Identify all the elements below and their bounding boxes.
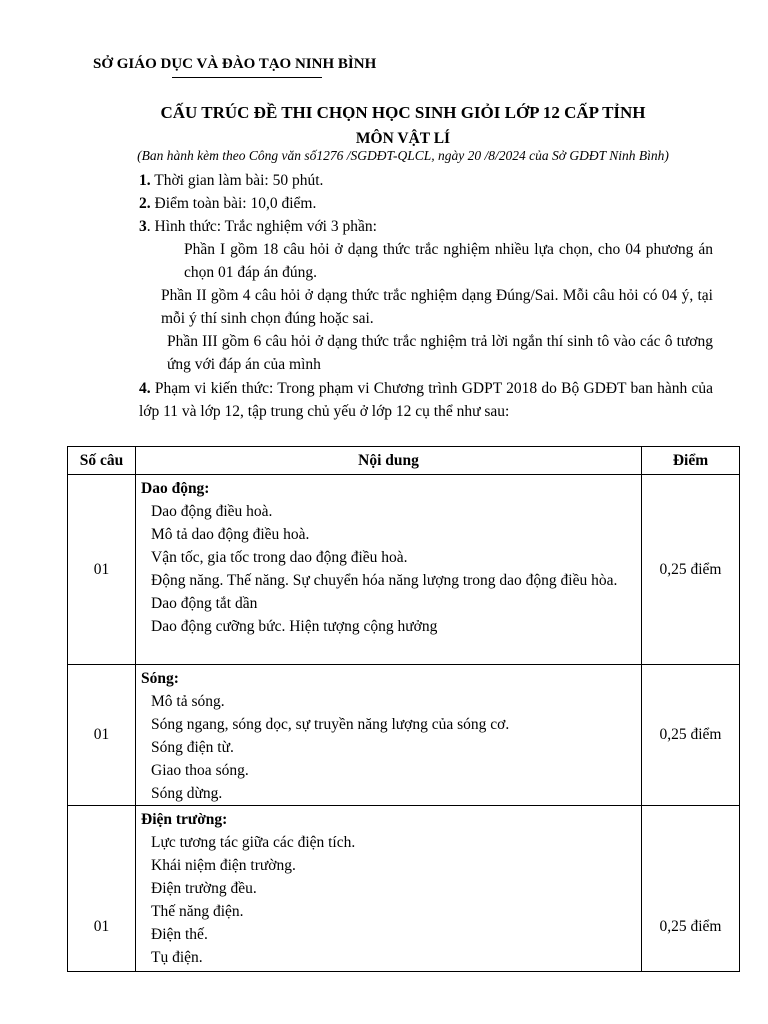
item-number: 3 xyxy=(139,218,147,235)
topic-line: Giao thoa sóng. xyxy=(151,762,249,779)
item-text: . Hình thức: Trắc nghiệm với 3 phần: xyxy=(146,218,377,235)
document-title: CẤU TRÚC ĐỀ THI CHỌN HỌC SINH GIỎI LỚP 12 CẤP TỈNH xyxy=(160,103,646,122)
topic-cell xyxy=(136,806,642,972)
table-row xyxy=(68,475,740,665)
topic-line: Dao động điều hoà. xyxy=(151,503,273,520)
score-item xyxy=(93,192,713,215)
item-number: 2. xyxy=(139,195,151,212)
topic-line: Sóng ngang, sóng dọc, sự truyền năng lượng của sóng cơ. xyxy=(151,716,510,733)
format-item xyxy=(93,215,713,238)
topic-line: Lực tương tác giữa các điện tích. xyxy=(151,834,356,851)
topic-line: Mô tả sóng. xyxy=(151,693,225,710)
topic-line: Sóng dừng. xyxy=(151,785,223,802)
table-row xyxy=(68,806,740,972)
topic-line: Sóng điện từ. xyxy=(151,739,234,756)
topic-line: Tụ điện. xyxy=(151,949,203,966)
topic-line: Điện trường đều. xyxy=(151,880,257,897)
topic-line: Mô tả dao động điều hoà. xyxy=(151,526,310,543)
score-cell: 0,25 điểm xyxy=(642,475,740,665)
part2-description: Phần II gồm 4 câu hỏi ở dạng thức trắc nghiệm dạng Đúng/Sai. Mỗi câu hỏi có 04 ý, tại mỗi ý thí sinh chọn đúng hoặc sai. xyxy=(161,287,713,327)
part1-description: Phần I gồm 18 câu hỏi ở dạng thức trắc nghiệm nhiều lựa chọn, cho 04 phương án chọn 01 đáp án đúng. xyxy=(184,241,713,281)
table-header-row xyxy=(68,447,740,475)
department-underline xyxy=(172,77,322,78)
content-table xyxy=(67,446,740,972)
item-text: Phạm vi kiến thức: Trong phạm vi Chương trình GDPT 2018 do Bộ GDĐT ban hành của lớp 11 và lớp 12, tập trung chủ yếu ở lớp 12 cụ thể như sau: xyxy=(139,380,713,420)
department-name: SỞ GIÁO DỤC VÀ ĐÀO TẠO NINH BÌNH xyxy=(93,56,377,72)
topic-line: Động năng. Thế năng. Sự chuyển hóa năng lượng trong dao động điều hòa. xyxy=(151,572,618,589)
question-count: 01 xyxy=(68,806,136,972)
header-score: Điểm xyxy=(642,447,740,475)
topic-cell xyxy=(136,475,642,665)
scope-section xyxy=(93,377,713,423)
topic-line: Thế năng điện. xyxy=(151,903,244,920)
scope-item xyxy=(93,377,713,423)
subject-title: MÔN VẬT LÍ xyxy=(355,130,451,147)
topic-line: Vận tốc, gia tốc trong dao động điều hoà. xyxy=(151,549,408,566)
topic-heading: Điện trường: xyxy=(141,811,228,828)
score-cell: 0,25 điểm xyxy=(642,665,740,806)
header-number: Số câu xyxy=(68,447,136,475)
topic-cell xyxy=(136,665,642,806)
score-cell: 0,25 điểm xyxy=(642,806,740,972)
part3-description: Phần III gồm 6 câu hỏi ở dạng thức trắc nghiệm trả lời ngắn thí sinh tô vào các ô tương ứng với đáp án của mình xyxy=(167,333,713,373)
item-number: 1. xyxy=(139,172,151,189)
item-number: 4. xyxy=(139,380,151,397)
header-content: Nội dung xyxy=(136,447,642,475)
item-text: Điểm toàn bài: 10,0 điểm. xyxy=(150,195,317,212)
item-text: Thời gian làm bài: 50 phút. xyxy=(150,172,324,189)
question-count: 01 xyxy=(68,475,136,665)
question-count: 01 xyxy=(68,665,136,806)
topic-heading: Dao động: xyxy=(141,480,210,497)
topic-line: Dao động cưỡng bức. Hiện tượng cộng hưởng xyxy=(151,618,438,635)
topic-line: Điện thế. xyxy=(151,926,208,943)
topic-line: Khái niệm điện trường. xyxy=(151,857,296,874)
issuance-note: (Ban hành kèm theo Công văn số1276 /SGDĐT-QLCL, ngày 20 /8/2024 của Sở GDĐT Ninh Bình) xyxy=(137,148,669,163)
exam-info xyxy=(93,169,713,376)
table-row xyxy=(68,665,740,806)
topic-line: Dao động tắt dần xyxy=(151,595,258,612)
time-item xyxy=(93,169,713,192)
topic-heading: Sóng: xyxy=(141,670,179,687)
